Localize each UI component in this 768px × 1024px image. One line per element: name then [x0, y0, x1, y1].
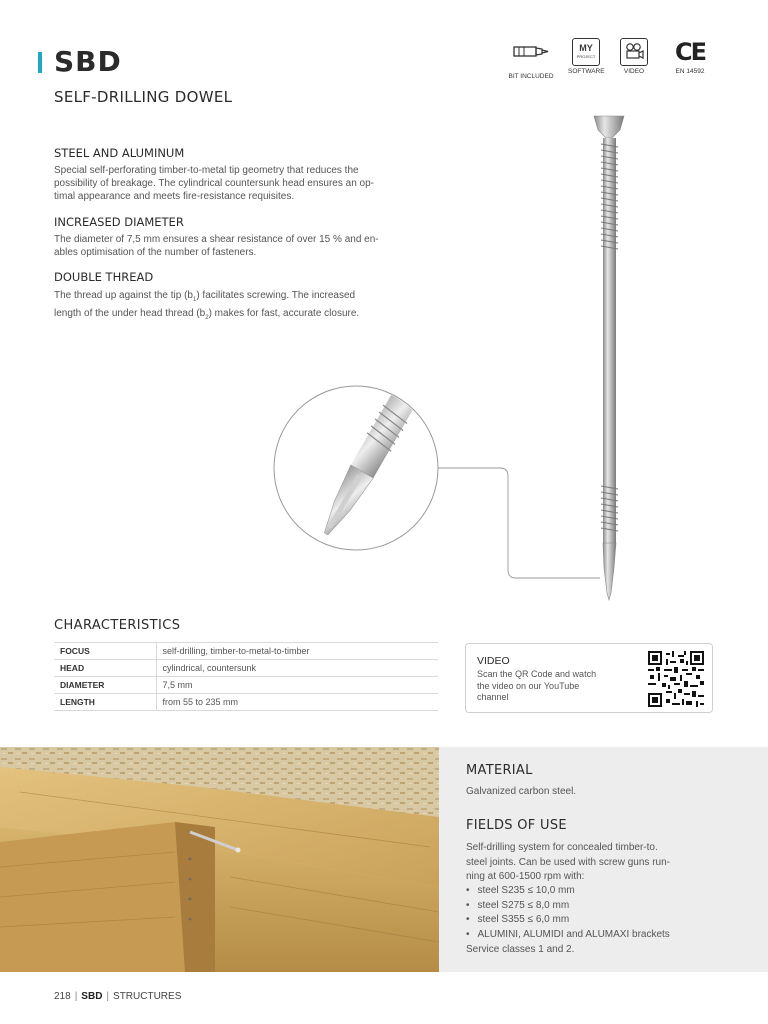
feature-heading-steel: STEEL AND ALUMINUM [54, 146, 185, 160]
table-value: cylindrical, countersunk [156, 660, 438, 677]
list-item: • steel S235 ≤ 10,0 mm [466, 884, 714, 899]
table-key: LENGTH [54, 694, 156, 711]
table-row [54, 643, 438, 660]
table-key: HEAD [54, 660, 156, 677]
table-row [54, 694, 438, 711]
characteristics-title: CHARACTERISTICS [54, 618, 181, 633]
table-row [54, 677, 438, 694]
feature-heading-thread: DOUBLE THREAD [54, 270, 154, 284]
qr-code-icon[interactable] [648, 651, 704, 707]
material-panel [439, 747, 768, 972]
list-item: • ALUMINI, ALUMIDI and ALUMAXI brackets [466, 928, 714, 943]
video-title: VIDEO [477, 655, 510, 667]
page-title: SBD [54, 45, 122, 78]
badge-label: EN 14592 [675, 68, 705, 75]
table-row [54, 660, 438, 677]
title-accent-bar [38, 52, 42, 73]
page-footer: 218 | SBD | STRUCTURES [54, 991, 182, 1002]
drill-bit-icon [511, 38, 551, 66]
feature-heading-diameter: INCREASED DIAMETER [54, 215, 184, 229]
video-description: Scan the QR Code and watch the video on our YouTube channel [477, 669, 597, 702]
feature-text-diameter: The diameter of 7,5 mm ensures a shear resistance of over 15 % and en- ables optimisation of the number of fasteners. [54, 234, 379, 258]
feature-text-thread: The thread up against the tip $(b_1)$ facilitates screwing. The increased length of the under head thread $(b_2)$ makes for fast, accurate closure. [54, 290, 360, 321]
installation-photo [0, 747, 439, 972]
material-heading: MATERIAL [466, 763, 533, 778]
material-text: Galvanized carbon steel. [466, 786, 577, 797]
fields-of-use-list [466, 884, 714, 942]
fields-of-use-heading: FIELDS OF USE [466, 818, 567, 833]
footer-product: SBD [81, 991, 103, 1002]
table-value: 7,5 mm [156, 677, 438, 694]
my-project-software-icon: MY PROJECT [572, 38, 600, 66]
badge-label: SOFTWARE [568, 68, 605, 75]
table-key: DIAMETER [54, 677, 156, 694]
list-item: • steel S355 ≤ 6,0 mm [466, 913, 714, 928]
service-classes-text: Service classes 1 and 2. [466, 944, 575, 955]
list-item: • steel S275 ≤ 8,0 mm [466, 899, 714, 914]
page-number: 218 [54, 991, 71, 1002]
video-camera-icon [620, 38, 648, 66]
badge-ce [668, 38, 712, 75]
ce-mark-icon: CE [674, 38, 705, 66]
characteristics-table [54, 642, 438, 711]
screw-illustration [270, 108, 710, 608]
table-value: self-drilling, timber-to-metal-to-timber [156, 643, 438, 660]
badge-video [618, 38, 650, 75]
table-key: FOCUS [54, 643, 156, 660]
badge-label: BIT INCLUDED [508, 73, 554, 80]
feature-badges [502, 38, 718, 78]
video-box [465, 643, 713, 713]
fields-of-use-text: Self-drilling system for concealed timber-to. steel joints. Can be used with screw guns run- ning at 600-1500 rpm with: [466, 842, 670, 882]
badge-my-project [568, 38, 604, 75]
page-subtitle: SELF-DRILLING DOWEL [54, 88, 233, 106]
table-value: from 55 to 235 mm [156, 694, 438, 711]
badge-label: VIDEO [623, 68, 645, 75]
badge-bit-included [502, 38, 560, 80]
feature-text-steel: Special self-perforating timber-to-metal tip geometry that reduces the possibility of breakage. The cylindrical countersunk head ensures an op- timal appearance and meets fire-resistance requisites. [54, 165, 374, 202]
footer-section: STRUCTURES [113, 991, 182, 1002]
